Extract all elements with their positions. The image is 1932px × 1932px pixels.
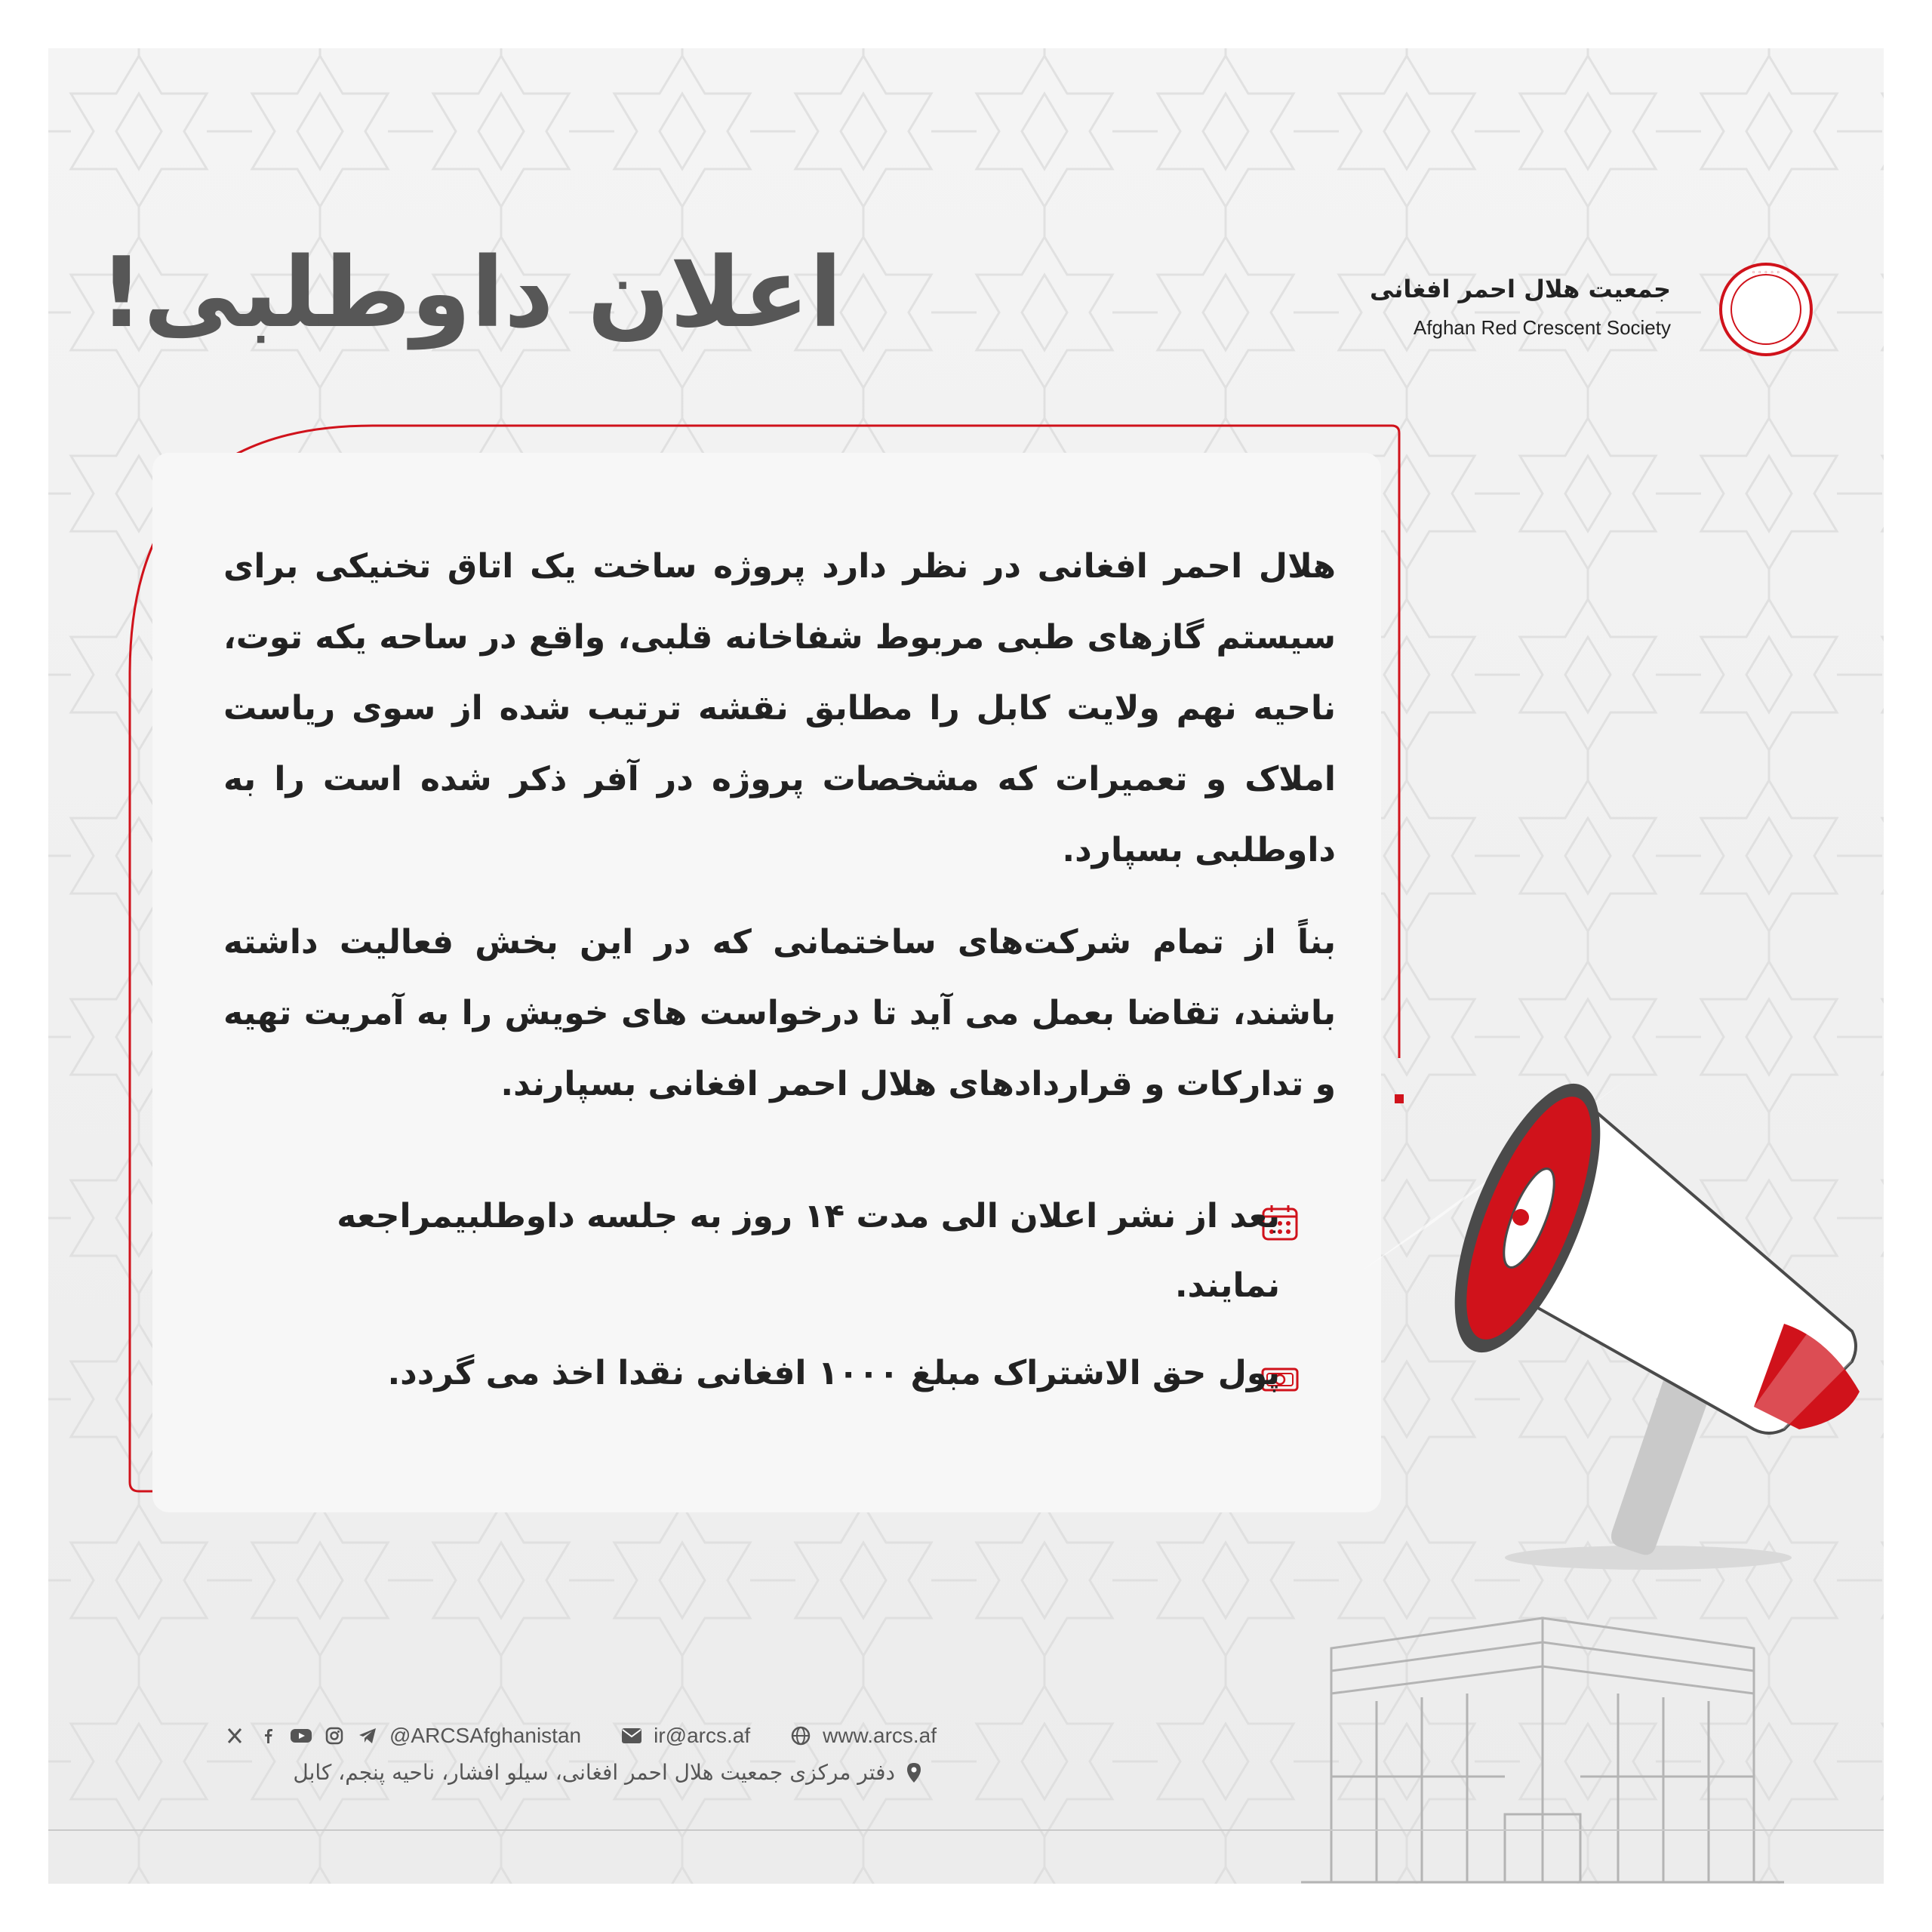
- org-name-fa: جمعیت هلال احمر افغانی: [1370, 275, 1671, 303]
- svg-text:◦ ◦ ◦ ◦ ◦: ◦ ◦ ◦ ◦ ◦: [1752, 269, 1780, 277]
- website-link[interactable]: www.arcs.af: [823, 1724, 937, 1747]
- megaphone-icon: [1331, 1075, 1875, 1573]
- address-text: دفتر مرکزی جمعیت هلال احمر افغانی، سیلو افشار، ناحیه پنجم، کابل: [293, 1760, 895, 1785]
- body-paragraph-2: بناً از تمام شرکت‌های ساختمانی که در این بخش فعالیت داشته باشند، تقاضا بعمل می آید تا درخواست های خویش را به آمریت تهیه و تدارکات و قراردادهای هلال احمر افغانی بسپارند.: [223, 923, 1336, 1103]
- youtube-icon[interactable]: [290, 1724, 312, 1747]
- globe-icon: [789, 1724, 812, 1747]
- headquarters-building-illustration: [1301, 1588, 1784, 1884]
- announcement-body: [223, 531, 1336, 1141]
- email-address[interactable]: ir@arcs.af: [654, 1724, 751, 1747]
- footer-address: [293, 1760, 925, 1785]
- telegram-icon[interactable]: [356, 1724, 379, 1747]
- email-icon: [620, 1724, 643, 1747]
- body-paragraph-1: هلال احمر افغانی در نظر دارد پروژه ساخت یک اتاق تخنیکی برای سیستم گازهای طبی مربوط شفاخانه قلبی، واقع در ساحه یکه توت، ناحیه نهم ولایت کابل را مطابق نقشه ترتیب شده از سوی ریاست املاک و تعمیرات که مشخصات پروژه در آفر ذکر شده است را به داوطلبی بسپارد.: [223, 547, 1336, 869]
- footer-contacts: [223, 1724, 937, 1748]
- bullet-fee: پول حق الاشتراک مبلغ ۱۰۰۰ افغانی نقدا اخذ می گردد.: [387, 1354, 1280, 1392]
- bullet-deadline: بعد از نشر اعلان الی مدت ۱۴ روز به جلسه داوطلبیمراجعه نمایند.: [337, 1197, 1280, 1305]
- page-title: اعلان داوطلبی!: [99, 237, 842, 349]
- location-pin-icon: [903, 1761, 925, 1784]
- instagram-icon[interactable]: [323, 1724, 346, 1747]
- social-handle[interactable]: @ARCSAfghanistan: [389, 1724, 582, 1747]
- poster-frame: [48, 48, 1884, 1884]
- facebook-icon[interactable]: [257, 1724, 279, 1747]
- x-social-icon[interactable]: [223, 1724, 246, 1747]
- org-name-en: Afghan Red Crescent Society: [1413, 316, 1671, 339]
- arcs-logo-icon: [1719, 263, 1813, 356]
- footer-divider: [48, 1829, 1884, 1831]
